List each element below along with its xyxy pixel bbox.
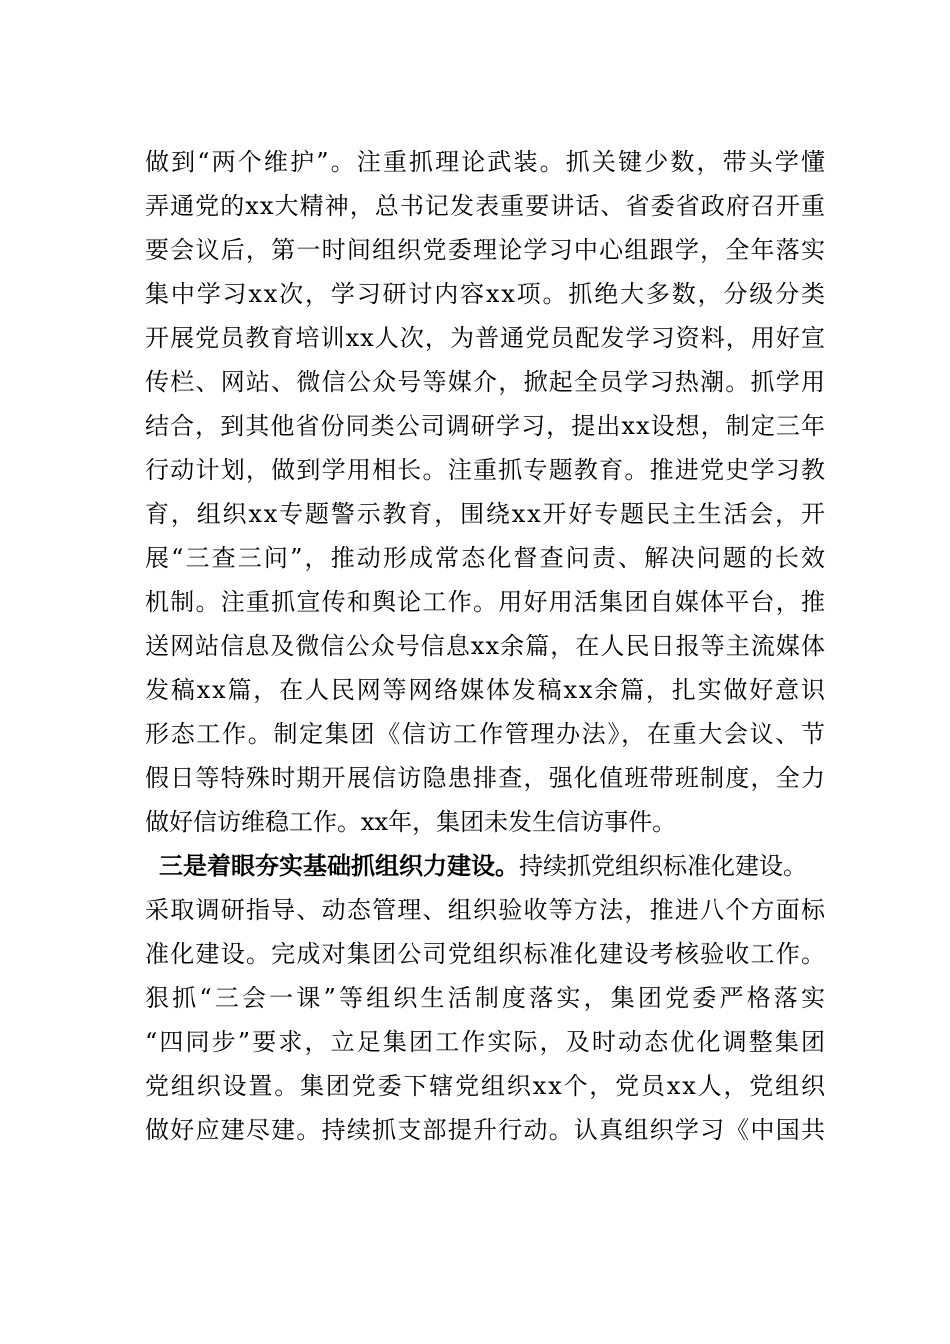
text-line [145,536,828,580]
line-text: 党组织设置。集团党委下辖党组织xx个，党员xx人，党组织 [145,1072,827,1100]
line-text: 弄通党的xx大精神，总书记发表重要讲话、省委省政府召开重 [145,192,827,220]
text-line [145,448,825,492]
line-text: 发稿xx篇，在人民网等网络媒体发稿xx余篇，扎实做好意识 [145,676,827,704]
text-line [145,404,825,448]
line-text: 做好信访维稳工作。xx年，集团未发生信访事件。 [145,808,677,836]
line-text: “四同步”要求，立足集团工作实际，及时动态优化调整集团 [145,1028,828,1056]
text-line [145,1108,825,1152]
text-line [145,932,825,976]
text-line [145,140,828,184]
line-text: 做好应建尽建。持续抓支部提升行动。认真组织学习《中国共 [145,1116,827,1144]
line-text: 开展党员教育培训xx人次，为普通党员配发学习资料，用好宣 [145,324,827,352]
text-line [145,1020,828,1064]
text-line [145,228,825,272]
text-line [145,580,825,624]
line-text: 育，组织xx专题警示教育，围绕xx开好专题民主生活会，开 [145,500,827,528]
text-line [145,1064,825,1108]
text-line [145,624,825,668]
line-text: 结合，到其他省份同类公司调研学习，提出xx设想，制定三年 [145,412,827,440]
line-text: 传栏、网站、微信公众号等媒介，掀起全员学习热潮。抓学用 [145,368,827,396]
text-line [145,184,825,228]
line-text: 机制。注重抓宣传和舆论工作。用好用活集团自媒体平台，推 [145,588,827,616]
text-line [145,712,825,756]
body-text [145,140,829,1152]
text-line [145,976,829,1020]
line-text: 送网站信息及微信公众号信息xx余篇，在人民日报等主流媒体 [145,632,827,660]
text-line [145,316,825,360]
text-line [145,888,825,932]
section-3-heading: 三是着眼夯实基础抓组织力建设。 [159,851,519,880]
line-text: 持续抓党组织标准化建设。 [519,852,807,880]
line-text: 要会议后，第一时间组织党委理论学习中心组跟学，全年落实 [145,236,827,264]
text-line [145,360,825,404]
line-text: 准化建设。完成对集团公司党组织标准化建设考核验收工作。 [145,940,827,968]
line-text: 展“三查三问”，推动形成常态化督查问责、解决问题的长效 [145,544,828,572]
line-text: 采取调研指导、动态管理、组织验收等方法，推进八个方面标 [145,896,827,924]
line-text: 假日等特殊时期开展信访隐患排查，强化值班带班制度，全力 [145,764,827,792]
line-text: 狠抓“三会一课”等组织生活制度落实，集团党委严格落实 [145,984,829,1012]
line-text: 行动计划，做到学用相长。注重抓专题教育。推进党史学习教 [145,456,827,484]
text-line [145,272,825,316]
text-line [145,668,825,712]
text-line [145,800,825,844]
line-text: 做到“两个维护”。注重抓理论武装。抓关键少数，带头学懂 [145,148,828,176]
line-text: 集中学习xx次，学习研讨内容xx项。抓绝大多数，分级分类 [145,280,827,308]
section-3-first-line [145,844,825,888]
text-line [145,756,825,800]
line-text: 形态工作。制定集团《信访工作管理办法》，在重大会议、节 [145,720,827,748]
text-line [145,492,825,536]
